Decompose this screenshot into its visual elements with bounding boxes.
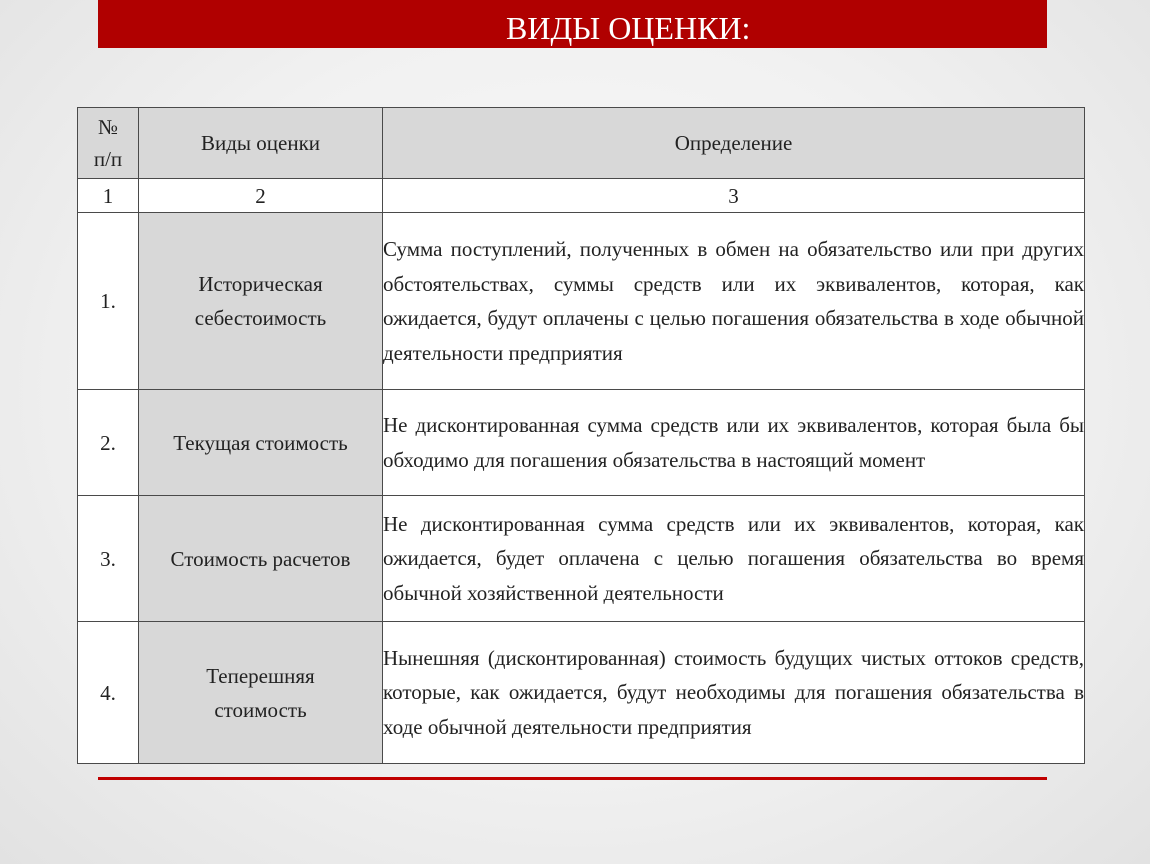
row-number: 2. — [78, 390, 139, 496]
row-valuation-type: Стоимость расчетов — [139, 496, 383, 622]
table-header-row — [78, 108, 1085, 179]
row-number: 3. — [78, 496, 139, 622]
row-valuation-type: Текущая стоимость — [139, 390, 383, 496]
valuation-types-table — [77, 107, 1085, 764]
column-number-3: 3 — [383, 179, 1085, 213]
row-number: 4. — [78, 622, 139, 764]
row-valuation-type: Теперешняя стоимость — [139, 622, 383, 764]
row-valuation-type: Историческая себестоимость — [139, 213, 383, 390]
table-row — [78, 213, 1085, 390]
row-definition: Сумма поступлений, полученных в обмен на обязательство или при других обстоятельствах, суммы средств или их эквивалентов, которая, как ожидается, будут оплачены с целью погашения обязательства в ходе обычной деятельности предприятия — [383, 213, 1085, 390]
row-number: 1. — [78, 213, 139, 390]
header-definition: Определение — [383, 108, 1085, 179]
row-definition: Не дисконтированная сумма средств или их эквивалентов, которая, как ожидается, будет оплачена с целью погашения обязательства во время обычной хозяйственной деятельности — [383, 496, 1085, 622]
column-number-1: 1 — [78, 179, 139, 213]
row-definition: Нынешняя (дисконтированная) стоимость будущих чистых оттоков средств, которые, как ожидается, будут необходимы для погашения обязательства в ходе обычной деятельности предприятия — [383, 622, 1085, 764]
slide-title: ВИДЫ ОЦЕНКИ: — [506, 10, 751, 46]
table-row — [78, 390, 1085, 496]
table-row — [78, 496, 1085, 622]
row-definition: Не дисконтированная сумма средств или их эквивалентов, которая была бы обходимо для погашения обязательства в настоящий момент — [383, 390, 1085, 496]
column-number-2: 2 — [139, 179, 383, 213]
header-valuation-type: Виды оценки — [139, 108, 383, 179]
title-bar — [98, 0, 1047, 48]
table-row — [78, 622, 1085, 764]
bottom-divider — [98, 777, 1047, 780]
header-number: № п/п — [78, 108, 139, 179]
column-numbers-row — [78, 179, 1085, 213]
